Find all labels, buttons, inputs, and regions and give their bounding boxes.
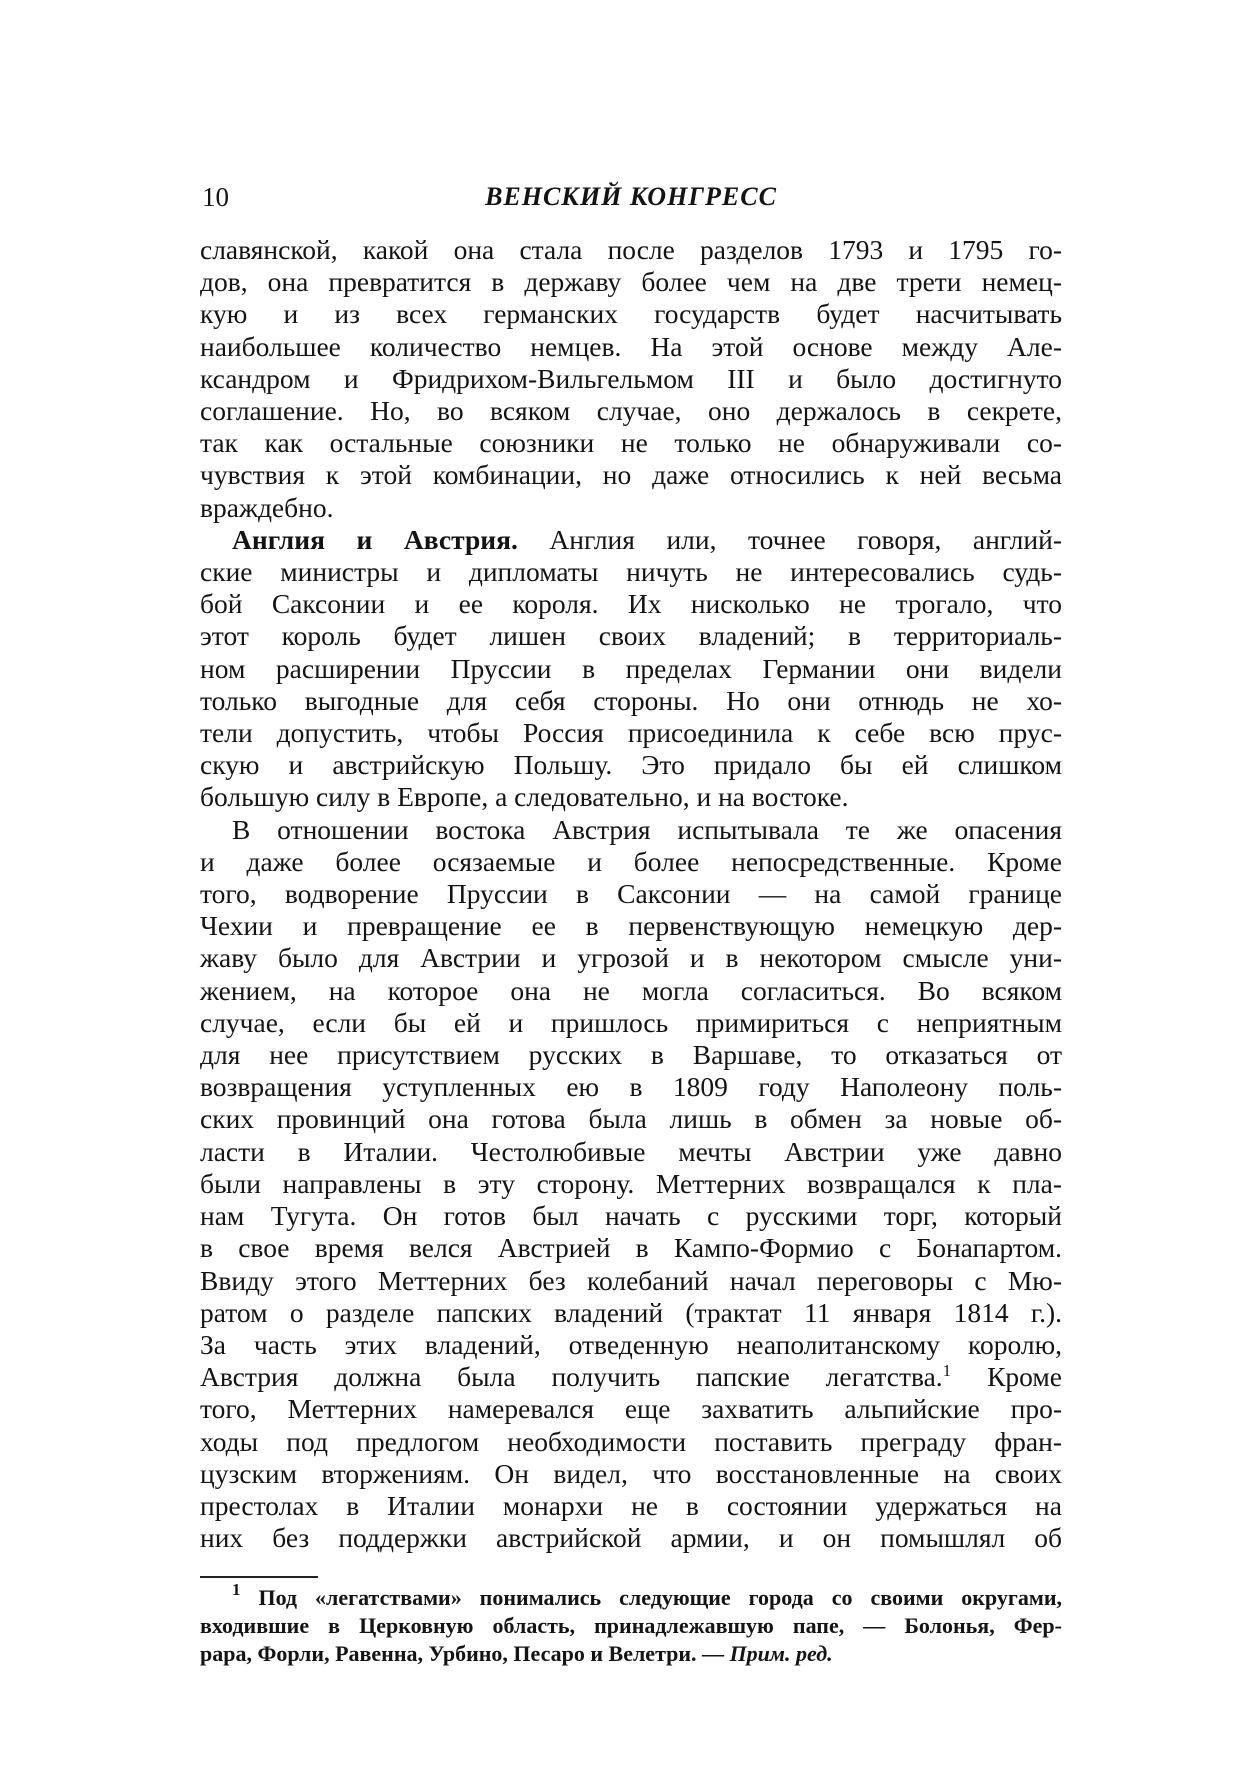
book-page — [200, 182, 1062, 1668]
footnote-number: 1 — [232, 1580, 241, 1600]
text-line: ские министры и дипломаты ничуть не интересовались судь- — [200, 556, 1062, 588]
text-line: возвращения уступленных ею в 1809 году Наполеону поль- — [200, 1071, 1062, 1103]
text-line: Чехии и превращение ее в первенствующую немецкую дер- — [200, 910, 1062, 942]
text-line: скую и австрийскую Польшу. Это придало бы ей слишком — [200, 749, 1062, 781]
text-line: того, Меттерних намеревался еще захватить альпийские про- — [200, 1393, 1062, 1425]
text-line: ходы под предлогом необходимости поставить преграду фран- — [200, 1425, 1062, 1457]
text-line: кую и из всех германских государств будет насчитывать — [200, 298, 1062, 330]
text-line: тели допустить, чтобы Россия присоединила к себе всю прус- — [200, 717, 1062, 749]
text-line: ном расширении Пруссии в пределах Германии они видели — [200, 652, 1062, 684]
footnote — [200, 1580, 1062, 1668]
text-line: ских провинций она готова была лишь в обмен за новые об- — [200, 1103, 1062, 1135]
text-line: В отношении востока Австрия испытывала те же опасения — [232, 813, 1062, 845]
text-line: для нее присутствием русских в Варшаве, то отказаться от — [200, 1039, 1062, 1071]
text-line: престолах в Италии монархи не в состоянии удержаться на — [200, 1489, 1062, 1521]
text-line: большую силу в Европе, а следовательно, и на востоке. — [200, 781, 849, 813]
footnote-marker[interactable]: 1 — [942, 1361, 952, 1381]
paragraph-3 — [200, 814, 1062, 1555]
text-line: и даже более осязаемые и более непосредственные. Кроме — [200, 845, 1062, 877]
text-line: нам Тугута. Он готов был начать с русскими торг, который — [200, 1200, 1062, 1232]
paragraph-2 — [200, 524, 1062, 814]
text-line: чувствия к этой комбинации, но даже относились к ней весьма — [200, 459, 1062, 491]
footnote-text: рара, Форли, Равенна, Урбино, Песаро и Велетри. — — [200, 1641, 730, 1667]
running-title: ВЕНСКИЙ КОНГРЕСС — [485, 182, 777, 211]
text-line — [200, 524, 1062, 556]
text-line: За часть этих владений, отведенную неаполитанскому королю, — [200, 1328, 1062, 1360]
text-line-start: Австрия должна была получить папские легатства. — [200, 1361, 943, 1393]
editor-note: Прим. ред. — [729, 1641, 833, 1667]
page-number: 10 — [202, 182, 229, 212]
paragraph-1 — [200, 234, 1062, 524]
footnote-divider — [200, 1576, 318, 1578]
text-line: славянской, какой она стала после разделов 1793 и 1795 го- — [200, 234, 1062, 265]
text-line: наибольшее количество немцев. На этой основе между Але- — [200, 330, 1062, 362]
text-line-rest: Англия или, точнее говоря, англий- — [517, 523, 1062, 555]
footnote-text: Под «легатствами» понимались следующие города со своими округами, — [258, 1585, 1062, 1611]
text-line: ксандром и Фридрихом-Вильгельмом III и было достигнуто — [200, 362, 1062, 394]
text-line: ратом о разделе папских владений (трактат 11 января 1814 г.). — [200, 1296, 1062, 1328]
text-line: ласти в Италии. Честолюбивые мечты Австрии уже давно — [200, 1135, 1062, 1167]
footnote-line — [200, 1580, 1062, 1612]
footnote-line: входившие в Церковную область, принадлежавшую папе, — Болонья, Фер- — [200, 1613, 1062, 1639]
text-line: бой Саксонии и ее короля. Их нисколько не трогало, что — [200, 588, 1062, 620]
text-line: них без поддержки австрийской армии, и он помышлял об — [200, 1522, 1062, 1554]
footnote-line — [200, 1640, 1062, 1668]
text-line: так как остальные союзники не только не обнаруживали со- — [200, 427, 1062, 459]
text-line: в свое время велся Австрией в Кампо-Формио с Бонапартом. — [200, 1232, 1062, 1264]
text-line: только выгодные для себя стороны. Но они отнюдь не хо- — [200, 684, 1062, 716]
text-line: жением, на которое она не могла согласиться. Во всяком — [200, 974, 1062, 1006]
text-line: Ввиду этого Меттерних без колебаний начал переговоры с Мю- — [200, 1264, 1062, 1296]
text-line: дов, она превратится в державу более чем на две трети немец- — [200, 266, 1062, 298]
text-line — [200, 1361, 1062, 1393]
section-heading: Англия и Австрия. — [232, 523, 518, 555]
text-line: случае, если бы ей и пришлось примириться с неприятным — [200, 1006, 1062, 1038]
text-line: цузским вторжениям. Он видел, что восстановленные на своих — [200, 1457, 1062, 1489]
page-header — [200, 182, 1062, 216]
text-line: были направлены в эту сторону. Меттерних возвращался к пла- — [200, 1167, 1062, 1199]
text-line: того, водворение Пруссии в Саксонии — на самой границе — [200, 878, 1062, 910]
text-line-end: Кроме — [951, 1361, 1062, 1393]
text-line: соглашение. Но, во всяком случае, оно держалось в секрете, — [200, 395, 1062, 427]
body-text — [200, 234, 1062, 1554]
text-line: враждебно. — [200, 491, 334, 523]
text-line: этот король будет лишен своих владений; в территориаль- — [200, 620, 1062, 652]
text-line: жаву было для Австрии и угрозой и в некотором смысле уни- — [200, 942, 1062, 974]
